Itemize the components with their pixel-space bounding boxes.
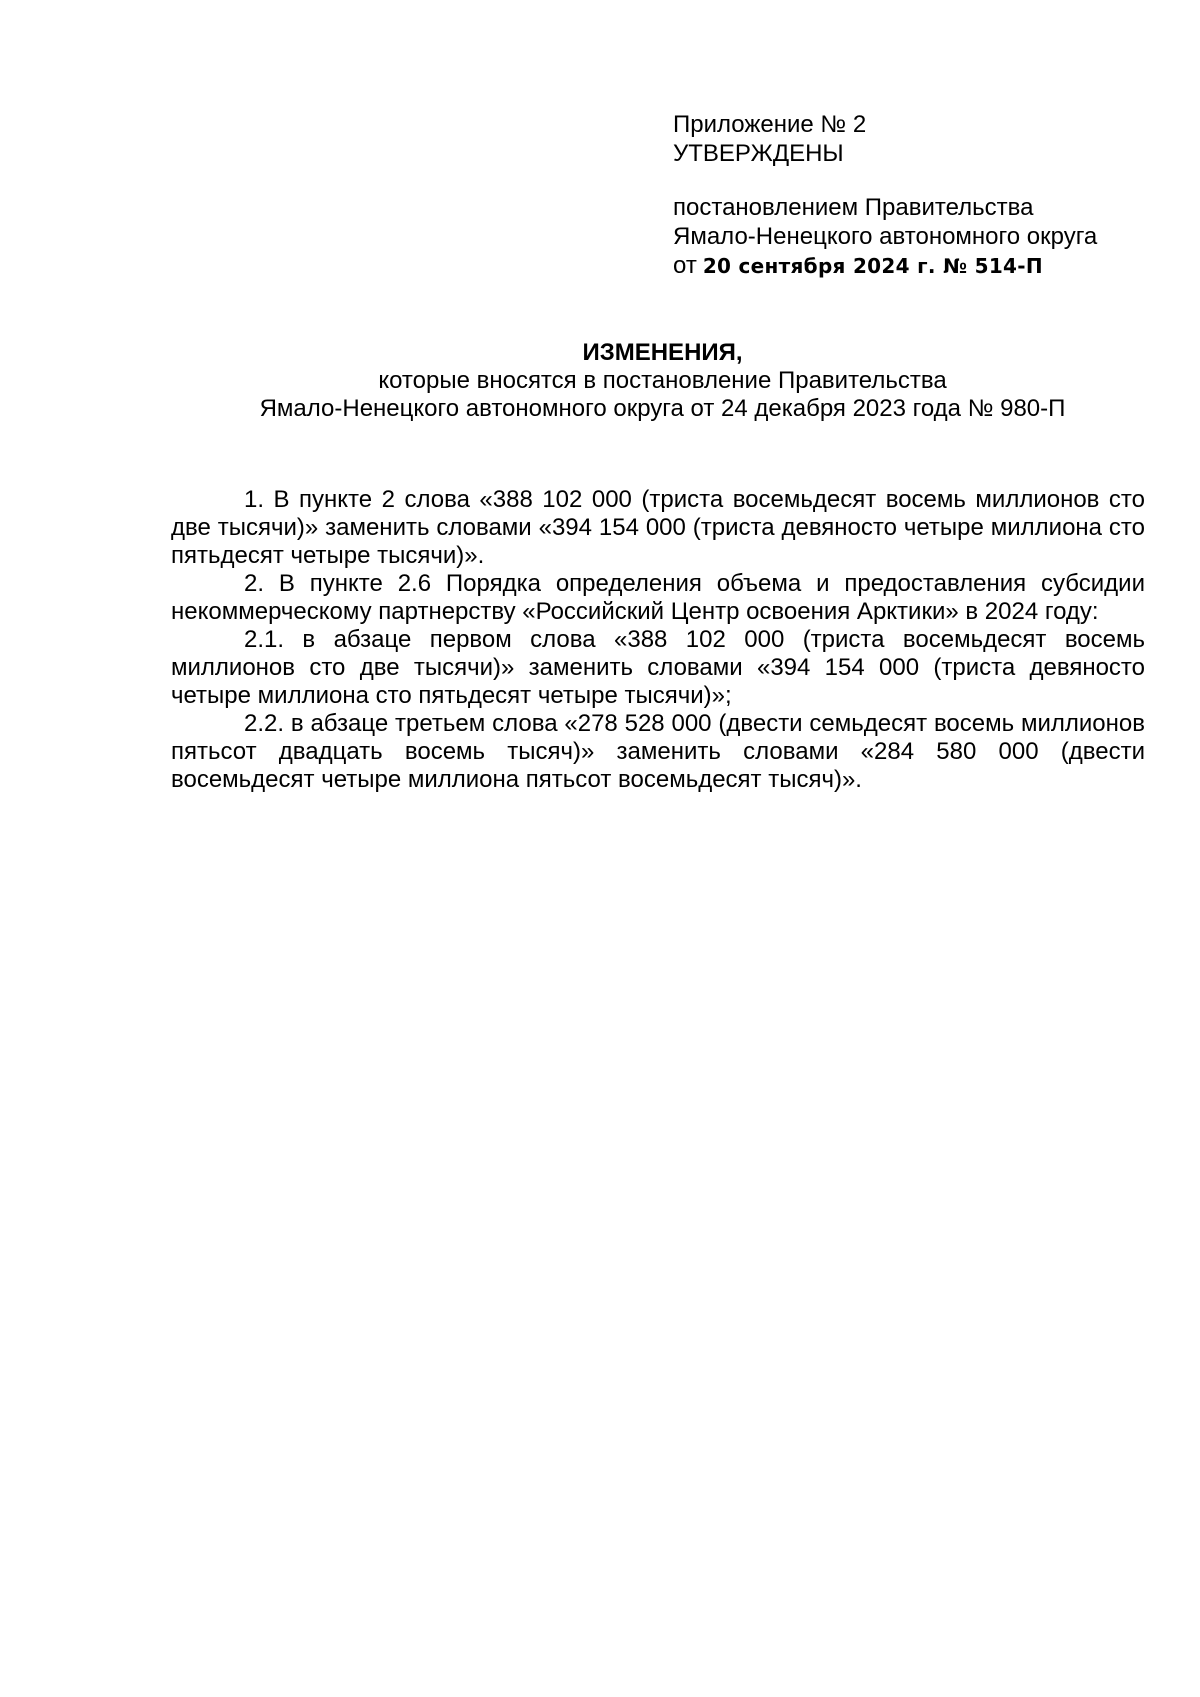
paragraph-2: 2. В пункте 2.6 Порядка определения объема и предоставления субсидии некоммерческому партнерству «Российский Центр освоения Арктики» в 2024 году: xyxy=(171,570,1145,625)
decree-date-number: 20 сентября 2024 г. № 514-П xyxy=(702,254,1043,278)
decree-date-line xyxy=(673,251,1153,281)
date-prefix: от xyxy=(673,252,697,279)
paragraph-1: 1. В пункте 2 слова «388 102 000 (триста восемьдесят восемь миллионов сто две тысячи)» заменить словами «394 154 000 (триста девяносто четыре миллиона сто пятьдесят четыре тысячи)». xyxy=(171,486,1145,569)
title-line-1: которые вносятся в постановление Правительства xyxy=(378,367,947,394)
decree-line-2: Ямало-Ненецкого автономного округа xyxy=(673,223,1098,250)
title-heading: ИЗМЕНЕНИЯ, xyxy=(582,339,743,366)
spacer xyxy=(673,168,1153,193)
decree-line-1: постановлением Правительства xyxy=(673,194,1034,221)
approved-label: УТВЕРЖДЕНЫ xyxy=(673,140,844,167)
paragraph-2-2: 2.2. в абзаце третьем слова «278 528 000 (двести семьдесят восемь миллионов пятьсот двадцать восемь тысяч)» заменить словами «284 580 000 (двести восемьдесят четыре миллиона пятьсот восемьдесят тысяч)». xyxy=(171,710,1145,793)
appendix-number: Приложение № 2 xyxy=(673,111,867,138)
approval-stamp xyxy=(673,110,1153,281)
document-body xyxy=(171,486,1145,794)
document-title xyxy=(170,339,1155,423)
paragraph-2-1: 2.1. в абзаце первом слова «388 102 000 (триста восемьдесят восемь миллионов сто две тысячи)» заменить словами «394 154 000 (триста девяносто четыре миллиона сто пятьдесят четыре тысячи)»; xyxy=(171,626,1145,709)
title-line-2: Ямало-Ненецкого автономного округа от 24 декабря 2023 года № 980-П xyxy=(259,395,1066,422)
